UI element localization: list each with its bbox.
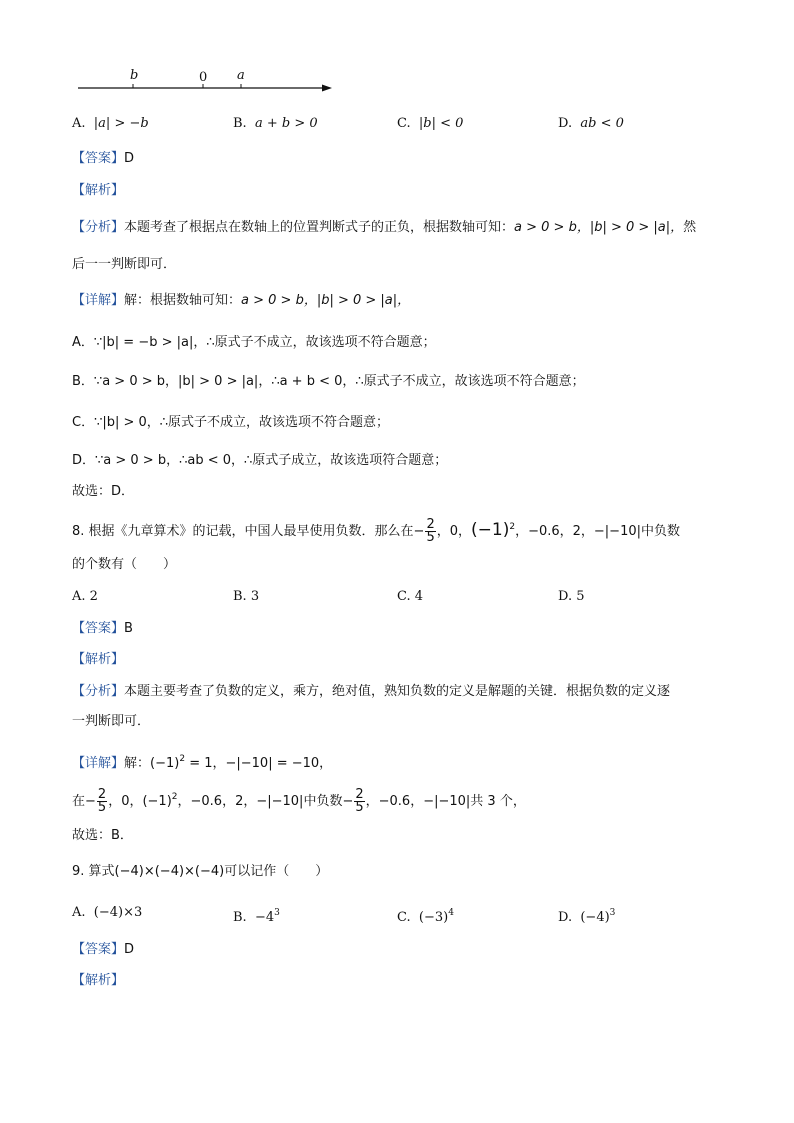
q9-option-a: A. (−4)×3	[72, 905, 143, 920]
q8-xiangjie: 【详解】解：$(-1)^2 = 1$，−|−10| = −10，	[72, 754, 333, 771]
q8-answer: 【答案】B	[72, 621, 133, 636]
q8-option-a: A. 2	[72, 589, 98, 604]
number-line-label-a: a	[237, 68, 245, 83]
q7-option-b: B. a + b > 0	[233, 116, 318, 131]
q9-option-d: D. $(-4)^3$	[558, 908, 616, 925]
q9-answer: 【答案】D	[72, 942, 135, 957]
q7-detail-a: A．∵|b| = −b > |a|，∴原式子不成立，故该选项不符合题意；	[72, 335, 436, 350]
q7-analysis-heading: 【解析】	[72, 183, 125, 198]
q8-detail-line: 在− $\frac{2}{5}$ ，0，$(-1)^2$，−0.6，2，−|−10|中负数− $\frac{2}{5}$ ，−0.6，−|−10|共 3 个，	[72, 787, 526, 815]
number-line-label-zero: 0	[199, 70, 208, 85]
q8-option-c: C. 4	[397, 589, 424, 604]
q7-detail-c: C．∵|b| > 0，∴原式子不成立，故该选项不符合题意；	[72, 415, 390, 430]
q7-conclusion: 故选：D．	[72, 484, 135, 499]
q7-answer: 【答案】D	[72, 151, 135, 166]
q7-detail-d: D．∵a > 0 > b，∴ab < 0，∴原式子成立，故该选项符合题意；	[72, 453, 448, 468]
q8-fenxi: 【分析】本题主要考查了负数的定义，乘方，绝对值，熟知负数的定义是解题的关键．根据负数的定义逐	[72, 684, 671, 699]
q9-option-c: C. $(-3)^4$	[397, 908, 454, 925]
q8-option-d: D. 5	[558, 589, 585, 604]
q8-analysis-heading: 【解析】	[72, 652, 125, 667]
q7-fenxi-line2: 后一一判断即可．	[72, 257, 177, 272]
q9-analysis-heading: 【解析】	[72, 973, 125, 988]
q8-conclusion: 故选：B．	[72, 828, 133, 843]
q7-xiangjie: 【详解】解：根据数轴可知：a > 0 > b，|b| > 0 > |a|，	[72, 293, 411, 308]
q7-option-c: C. |b| < 0	[397, 116, 464, 131]
number-line-label-b: b	[130, 68, 139, 83]
q8-option-b: B. 3	[233, 589, 260, 604]
q7-fenxi: 【分析】本题考查了根据点在数轴上的位置判断式子的正负，根据数轴可知：a > 0 > b，|b| > 0 > |a|，然	[72, 220, 697, 235]
q7-option-d: D. ab < 0	[558, 116, 624, 131]
q7-option-a: A. |a| > −b	[72, 116, 149, 131]
q7-detail-b: B．∵a > 0 > b，|b| > 0 > |a|，∴a + b < 0，∴原式子不成立，故该选项不符合题意；	[72, 374, 585, 389]
q9-option-b: B. $-4^3$	[233, 908, 280, 925]
q8-stem-line2: 的个数有（ ）	[72, 557, 177, 572]
q9-stem: 9. 算式(−4)×(−4)×(−4)可以记作（ ）	[72, 864, 329, 879]
q8-stem: 8. 根据《九章算术》的记载，中国人最早使用负数．那么在− $\frac{2}{5}$ ，0，$(-1)^2$，−0.6，2，−|−10|中负数	[72, 517, 680, 545]
q8-fenxi-line2: 一判断即可．	[72, 714, 151, 729]
